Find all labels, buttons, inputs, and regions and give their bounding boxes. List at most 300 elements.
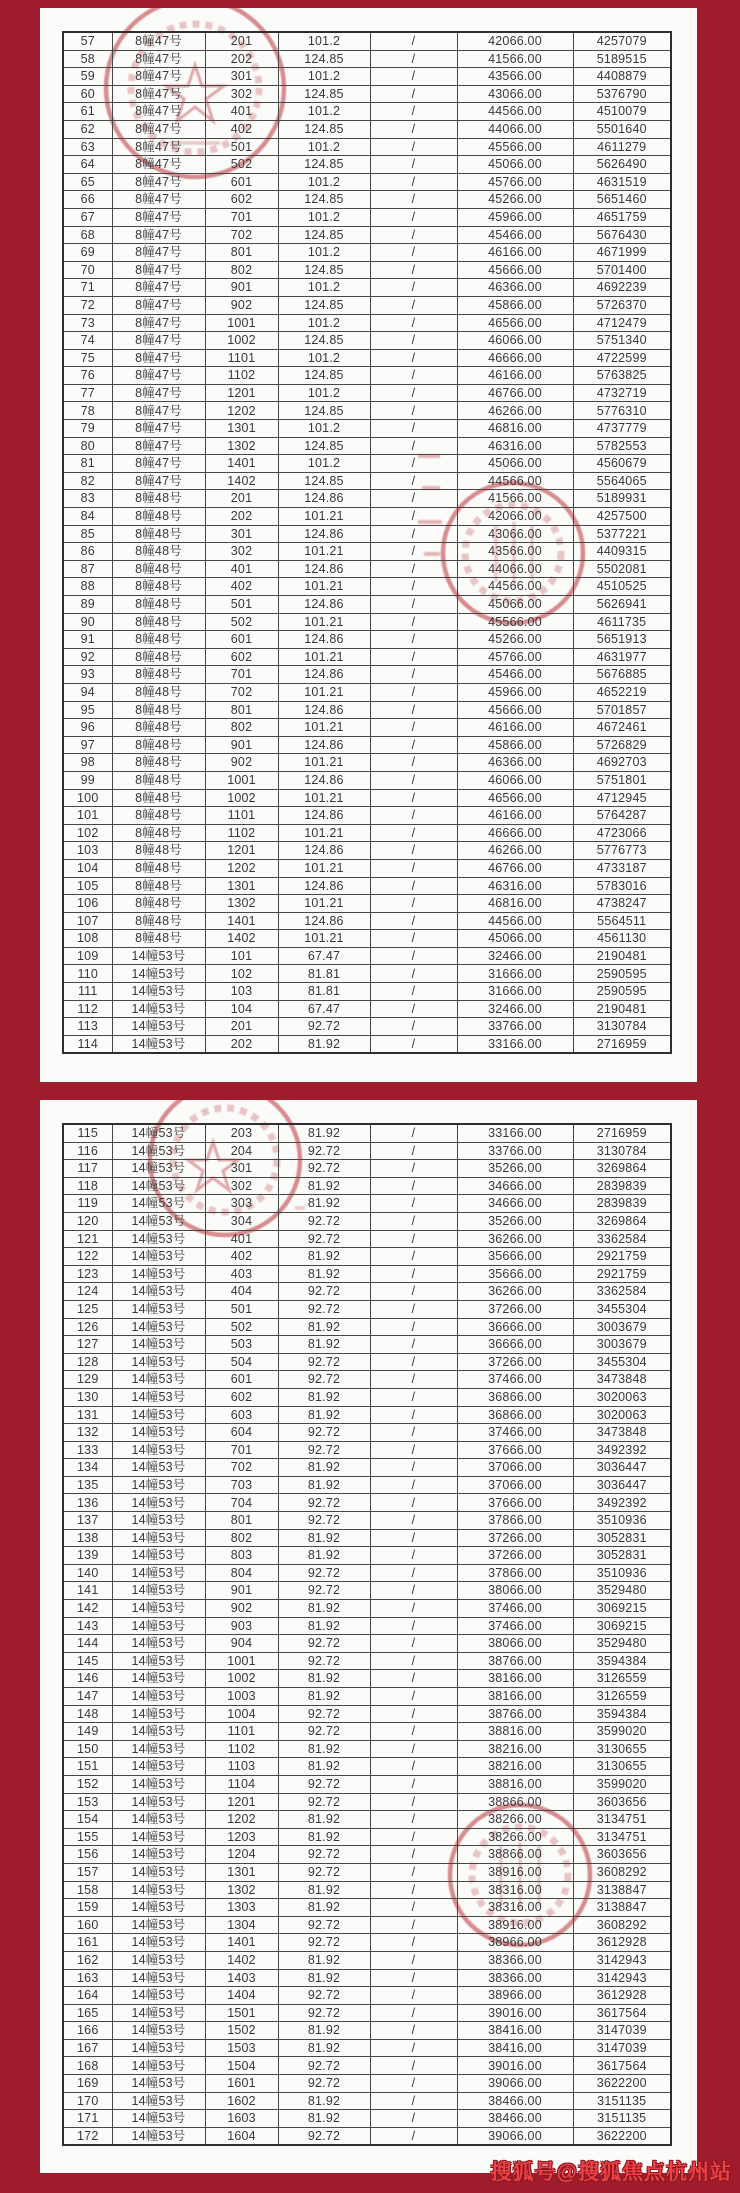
table-cell: 172 — [63, 2127, 112, 2145]
table-cell: 167 — [63, 2039, 112, 2057]
table-cell: 8幢47号 — [112, 32, 205, 50]
table-cell: 1402 — [205, 472, 278, 490]
table-cell: 101.2 — [278, 349, 370, 367]
table-cell: / — [370, 754, 457, 772]
table-cell: 14幢53号 — [112, 1212, 205, 1230]
table-cell: 4561130 — [573, 930, 671, 948]
table-cell: 14幢53号 — [112, 1142, 205, 1160]
table-cell: 129 — [63, 1371, 112, 1389]
table-cell: 123 — [63, 1265, 112, 1283]
table-row — [63, 1195, 671, 1213]
table-row — [63, 543, 671, 561]
table-cell: / — [370, 173, 457, 191]
table-cell: 14幢53号 — [112, 1793, 205, 1811]
table-cell: 92.72 — [278, 2004, 370, 2022]
table-cell: 201 — [205, 32, 278, 50]
table-cell: / — [370, 719, 457, 737]
table-cell: 124.85 — [278, 50, 370, 68]
table-cell: 101.2 — [278, 173, 370, 191]
table-row — [63, 596, 671, 614]
table-cell: 81.92 — [278, 1529, 370, 1547]
table-cell: / — [370, 1248, 457, 1266]
table-row — [63, 1406, 671, 1424]
table-cell: / — [370, 631, 457, 649]
table-row — [63, 1177, 671, 1195]
table-cell: 4723066 — [573, 824, 671, 842]
table-cell: 5776310 — [573, 402, 671, 420]
table-cell: 14幢53号 — [112, 1124, 205, 1142]
table-cell: 59 — [63, 68, 112, 86]
table-cell: 92.72 — [278, 1916, 370, 1934]
table-cell: 35266.00 — [457, 1212, 573, 1230]
table-cell: 14幢53号 — [112, 2075, 205, 2093]
table-cell: 36666.00 — [457, 1318, 573, 1336]
table-cell: 33166.00 — [457, 1124, 573, 1142]
table-cell: 14幢53号 — [112, 1899, 205, 1917]
table-cell: 45666.00 — [457, 261, 573, 279]
table-cell: 101.21 — [278, 648, 370, 666]
table-cell: 139 — [63, 1547, 112, 1565]
table-cell: 4611735 — [573, 613, 671, 631]
table-cell: 92.72 — [278, 1212, 370, 1230]
table-cell: 3036447 — [573, 1476, 671, 1494]
table-cell: 3126559 — [573, 1688, 671, 1706]
table-cell: 14幢53号 — [112, 1740, 205, 1758]
table-cell: 105 — [63, 877, 112, 895]
table-cell: 104 — [63, 859, 112, 877]
table-cell: 101.21 — [278, 930, 370, 948]
table-cell: 76 — [63, 367, 112, 385]
price-table-page2 — [62, 1123, 672, 2146]
table-cell: 101.2 — [278, 279, 370, 297]
table-cell: / — [370, 736, 457, 754]
table-cell: 301 — [205, 1160, 278, 1178]
table-row — [63, 1512, 671, 1530]
table-cell: 8幢47号 — [112, 296, 205, 314]
table-cell: 124.86 — [278, 771, 370, 789]
table-cell: 42066.00 — [457, 32, 573, 50]
table-cell: 124.85 — [278, 332, 370, 350]
table-cell: 37466.00 — [457, 1424, 573, 1442]
table-cell: 32466.00 — [457, 947, 573, 965]
table-cell: / — [370, 789, 457, 807]
table-cell: 14幢53号 — [112, 1230, 205, 1248]
table-cell: 92.72 — [278, 1371, 370, 1389]
table-row — [63, 1987, 671, 2005]
table-cell: 96 — [63, 719, 112, 737]
table-cell: 8幢47号 — [112, 455, 205, 473]
table-cell: 84 — [63, 508, 112, 526]
table-row — [63, 156, 671, 174]
table-cell: / — [370, 1582, 457, 1600]
table-row — [63, 367, 671, 385]
table-row — [63, 1547, 671, 1565]
table-cell: 81.92 — [278, 1969, 370, 1987]
table-cell: 201 — [205, 1018, 278, 1036]
table-cell: 3147039 — [573, 2039, 671, 2057]
table-cell: 1401 — [205, 455, 278, 473]
table-cell: 1603 — [205, 2110, 278, 2128]
table-cell: 101.21 — [278, 578, 370, 596]
table-cell: 108 — [63, 930, 112, 948]
table-cell: 87 — [63, 560, 112, 578]
table-cell: 4651759 — [573, 208, 671, 226]
table-cell: 46266.00 — [457, 402, 573, 420]
table-cell: 102 — [205, 965, 278, 983]
table-cell: 124.86 — [278, 596, 370, 614]
table-cell: 4631519 — [573, 173, 671, 191]
table-cell: 4560679 — [573, 455, 671, 473]
table-cell: / — [370, 490, 457, 508]
table-cell: 126 — [63, 1318, 112, 1336]
table-row — [63, 68, 671, 86]
table-cell: / — [370, 244, 457, 262]
table-cell: 45066.00 — [457, 930, 573, 948]
table-row — [63, 1758, 671, 1776]
table-cell: 14幢53号 — [112, 1635, 205, 1653]
table-cell: 1302 — [205, 437, 278, 455]
table-cell: 901 — [205, 736, 278, 754]
table-cell: 46816.00 — [457, 420, 573, 438]
table-cell: 41566.00 — [457, 50, 573, 68]
table-cell: 604 — [205, 1424, 278, 1442]
table-row — [63, 2039, 671, 2057]
table-cell: 77 — [63, 384, 112, 402]
table-cell: 35666.00 — [457, 1265, 573, 1283]
table-row — [63, 2057, 671, 2075]
table-row — [63, 525, 671, 543]
table-cell: 101.21 — [278, 613, 370, 631]
table-cell: 60 — [63, 85, 112, 103]
table-cell: 104 — [205, 1000, 278, 1018]
table-cell: 8幢47号 — [112, 68, 205, 86]
table-cell: 151 — [63, 1758, 112, 1776]
table-cell: 14幢53号 — [112, 1863, 205, 1881]
table-cell: 3473848 — [573, 1371, 671, 1389]
table-cell: 702 — [205, 1459, 278, 1477]
table-cell: 5764287 — [573, 807, 671, 825]
table-cell: 92.72 — [278, 1775, 370, 1793]
table-cell: / — [370, 543, 457, 561]
table-cell: 124.86 — [278, 525, 370, 543]
table-cell: 14幢53号 — [112, 1177, 205, 1195]
table-cell: / — [370, 1000, 457, 1018]
table-row — [63, 2127, 671, 2145]
table-cell: 107 — [63, 912, 112, 930]
table-row — [63, 666, 671, 684]
table-row — [63, 437, 671, 455]
table-cell: 92.72 — [278, 1441, 370, 1459]
table-cell: 37466.00 — [457, 1600, 573, 1618]
table-cell: 67.47 — [278, 947, 370, 965]
table-cell: 1201 — [205, 384, 278, 402]
table-cell: 8幢47号 — [112, 50, 205, 68]
table-cell: 38366.00 — [457, 1969, 573, 1987]
table-cell: / — [370, 648, 457, 666]
table-cell: 3151135 — [573, 2110, 671, 2128]
table-cell: 8幢47号 — [112, 261, 205, 279]
table-row — [63, 824, 671, 842]
table-cell: 79 — [63, 420, 112, 438]
table-cell: 38316.00 — [457, 1881, 573, 1899]
table-cell: 155 — [63, 1828, 112, 1846]
table-cell: 14幢53号 — [112, 1547, 205, 1565]
table-cell: 302 — [205, 1177, 278, 1195]
table-cell: 46266.00 — [457, 842, 573, 860]
table-cell: 14幢53号 — [112, 1582, 205, 1600]
table-cell: 301 — [205, 525, 278, 543]
table-cell: 502 — [205, 613, 278, 631]
table-cell: 93 — [63, 666, 112, 684]
table-cell: 14幢53号 — [112, 1670, 205, 1688]
table-cell: 39066.00 — [457, 2127, 573, 2145]
table-row — [63, 2110, 671, 2128]
table-cell: 14幢53号 — [112, 1564, 205, 1582]
table-cell: / — [370, 191, 457, 209]
table-cell: 3594384 — [573, 1652, 671, 1670]
table-cell: 3126559 — [573, 1670, 671, 1688]
table-cell: 113 — [63, 1018, 112, 1036]
table-cell: 2590595 — [573, 983, 671, 1001]
table-cell: 203 — [205, 1124, 278, 1142]
table-row — [63, 420, 671, 438]
table-row — [63, 261, 671, 279]
table-cell: 14幢53号 — [112, 1512, 205, 1530]
table-cell: 159 — [63, 1899, 112, 1917]
table-cell: 37266.00 — [457, 1300, 573, 1318]
table-cell: 4732719 — [573, 384, 671, 402]
table-cell: 14幢53号 — [112, 1406, 205, 1424]
table-cell: 69 — [63, 244, 112, 262]
table-cell: 1402 — [205, 930, 278, 948]
table-cell: / — [370, 85, 457, 103]
table-cell: 8幢48号 — [112, 596, 205, 614]
table-cell: 124.86 — [278, 807, 370, 825]
table-row — [63, 1705, 671, 1723]
table-cell: 81.92 — [278, 1124, 370, 1142]
table-cell: 4672461 — [573, 719, 671, 737]
table-cell: 138 — [63, 1529, 112, 1547]
table-cell: / — [370, 1969, 457, 1987]
table-cell: 101.21 — [278, 754, 370, 772]
table-cell: 33766.00 — [457, 1142, 573, 1160]
table-cell: 14幢53号 — [112, 1951, 205, 1969]
table-cell: 3492392 — [573, 1441, 671, 1459]
table-row — [63, 736, 671, 754]
table-cell: 2716959 — [573, 1124, 671, 1142]
table-cell: / — [370, 508, 457, 526]
table-cell: 128 — [63, 1353, 112, 1371]
table-cell: 33766.00 — [457, 1018, 573, 1036]
table-cell: 401 — [205, 560, 278, 578]
table-cell: 8幢47号 — [112, 420, 205, 438]
table-row — [63, 1846, 671, 1864]
table-cell: 902 — [205, 1600, 278, 1618]
table-cell: 143 — [63, 1617, 112, 1635]
table-cell: 3138847 — [573, 1899, 671, 1917]
table-cell: 8幢48号 — [112, 719, 205, 737]
table-cell: 124.85 — [278, 437, 370, 455]
table-cell: 46066.00 — [457, 332, 573, 350]
table-row — [63, 244, 671, 262]
table-cell: 8幢47号 — [112, 103, 205, 121]
table-cell: 402 — [205, 120, 278, 138]
table-row — [63, 648, 671, 666]
table-cell: 46366.00 — [457, 279, 573, 297]
table-cell: / — [370, 68, 457, 86]
table-cell: / — [370, 1124, 457, 1142]
table-cell: 14幢53号 — [112, 1652, 205, 1670]
table-cell: 5502081 — [573, 560, 671, 578]
table-cell: 3130655 — [573, 1758, 671, 1776]
table-cell: 401 — [205, 103, 278, 121]
table-cell: 63 — [63, 138, 112, 156]
table-cell: / — [370, 2075, 457, 2093]
table-cell: 37266.00 — [457, 1353, 573, 1371]
table-cell: 5377221 — [573, 525, 671, 543]
table-cell: 101.2 — [278, 314, 370, 332]
table-cell: 116 — [63, 1142, 112, 1160]
table-cell: 802 — [205, 261, 278, 279]
table-cell: 81.81 — [278, 965, 370, 983]
table-cell: 109 — [63, 947, 112, 965]
table-cell: 3130784 — [573, 1018, 671, 1036]
table-cell: 3617564 — [573, 2004, 671, 2022]
table-cell: 73 — [63, 314, 112, 332]
table-cell: 8幢47号 — [112, 156, 205, 174]
table-cell: 124.86 — [278, 701, 370, 719]
table-row — [63, 32, 671, 50]
table-cell: 8幢47号 — [112, 208, 205, 226]
table-cell: 168 — [63, 2057, 112, 2075]
table-cell: 4737779 — [573, 420, 671, 438]
table-cell: 803 — [205, 1547, 278, 1565]
table-cell: 124.85 — [278, 85, 370, 103]
table-cell: / — [370, 103, 457, 121]
table-cell: 5651913 — [573, 631, 671, 649]
table-cell: 92.72 — [278, 1142, 370, 1160]
table-cell: 802 — [205, 719, 278, 737]
table-cell: 115 — [63, 1124, 112, 1142]
table-row — [63, 754, 671, 772]
table-cell: 106 — [63, 895, 112, 913]
table-cell: 81.92 — [278, 2022, 370, 2040]
table-cell: 3269864 — [573, 1212, 671, 1230]
table-cell: / — [370, 455, 457, 473]
table-cell: 37466.00 — [457, 1371, 573, 1389]
table-cell: 8幢48号 — [112, 877, 205, 895]
table-cell: 124.86 — [278, 666, 370, 684]
table-cell: 118 — [63, 1177, 112, 1195]
table-cell: 92.72 — [278, 1846, 370, 1864]
table-cell: 14幢53号 — [112, 1494, 205, 1512]
table-cell: 81.92 — [278, 1740, 370, 1758]
table-cell: / — [370, 1617, 457, 1635]
table-cell: 601 — [205, 1371, 278, 1389]
table-cell: 14幢53号 — [112, 1758, 205, 1776]
table-cell: 1203 — [205, 1828, 278, 1846]
table-row — [63, 1582, 671, 1600]
table-cell: 92.72 — [278, 1230, 370, 1248]
table-cell: 44566.00 — [457, 578, 573, 596]
table-cell: 35266.00 — [457, 1160, 573, 1178]
table-cell: 4257500 — [573, 508, 671, 526]
table-cell: 5776773 — [573, 842, 671, 860]
table-cell: 92.72 — [278, 1424, 370, 1442]
table-cell: 14幢53号 — [112, 983, 205, 1001]
table-cell: / — [370, 683, 457, 701]
table-cell: 3612928 — [573, 1934, 671, 1952]
table-cell: 44066.00 — [457, 560, 573, 578]
table-cell: 81.92 — [278, 1617, 370, 1635]
table-cell: 81.92 — [278, 1318, 370, 1336]
table-row — [63, 1863, 671, 1881]
table-cell: 1102 — [205, 1740, 278, 1758]
table-cell: 1404 — [205, 1987, 278, 2005]
table-cell: 14幢53号 — [112, 1248, 205, 1266]
table-cell: 1002 — [205, 789, 278, 807]
table-cell: / — [370, 771, 457, 789]
table-cell: 36266.00 — [457, 1230, 573, 1248]
table-cell: 136 — [63, 1494, 112, 1512]
table-cell: 5651460 — [573, 191, 671, 209]
table-cell: 5376790 — [573, 85, 671, 103]
table-cell: 3142943 — [573, 1951, 671, 1969]
table-cell: 4671999 — [573, 244, 671, 262]
table-cell: 120 — [63, 1212, 112, 1230]
table-cell: 2921759 — [573, 1265, 671, 1283]
table-cell: 5701400 — [573, 261, 671, 279]
table-row — [63, 1212, 671, 1230]
table-cell: 3617564 — [573, 2057, 671, 2075]
table-cell: 5763825 — [573, 367, 671, 385]
table-cell: 124.85 — [278, 226, 370, 244]
table-cell: / — [370, 1018, 457, 1036]
table-cell: 81.92 — [278, 1388, 370, 1406]
table-cell: 501 — [205, 138, 278, 156]
table-cell: 5564065 — [573, 472, 671, 490]
table-cell: 81.92 — [278, 1177, 370, 1195]
table-cell: 3622200 — [573, 2075, 671, 2093]
table-cell: / — [370, 420, 457, 438]
table-cell: 14幢53号 — [112, 1881, 205, 1899]
table-cell: 101.2 — [278, 208, 370, 226]
table-row — [63, 1353, 671, 1371]
table-cell: 38166.00 — [457, 1688, 573, 1706]
table-row — [63, 912, 671, 930]
table-cell: 36266.00 — [457, 1283, 573, 1301]
table-cell: 37266.00 — [457, 1529, 573, 1547]
table-cell: 92.72 — [278, 1934, 370, 1952]
table-cell: 4712945 — [573, 789, 671, 807]
table-cell: 1302 — [205, 1881, 278, 1899]
table-cell: 35666.00 — [457, 1248, 573, 1266]
table-cell: 2839839 — [573, 1195, 671, 1213]
table-row — [63, 226, 671, 244]
table-row — [63, 332, 671, 350]
table-cell: 14幢53号 — [112, 1018, 205, 1036]
table-cell: 4692239 — [573, 279, 671, 297]
table-cell: 124.86 — [278, 736, 370, 754]
table-cell: 124.86 — [278, 912, 370, 930]
table-cell: 62 — [63, 120, 112, 138]
table-cell: 130 — [63, 1388, 112, 1406]
table-cell: / — [370, 2004, 457, 2022]
table-cell: 156 — [63, 1846, 112, 1864]
table-cell: 8幢47号 — [112, 384, 205, 402]
table-cell: 403 — [205, 1265, 278, 1283]
table-cell: 92.72 — [278, 1582, 370, 1600]
